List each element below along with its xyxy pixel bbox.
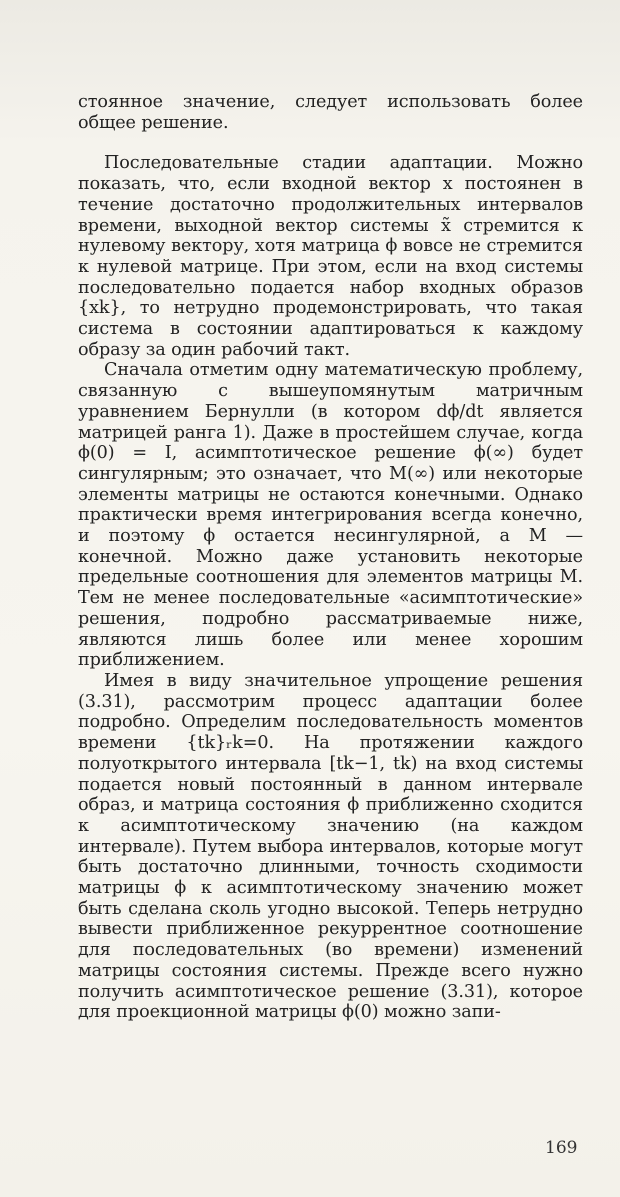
paragraph-4: Имея в виду значительное упрощение решения (3.31), рассмотрим процесс адаптации более подробно. Определим последовательность моментов времени {tk}ᵣk=0. На протяжении каждого полуоткрытого интервала [tk−1, tk) на вход системы подается новый постоянный в данном интервале образ, и матрица состояния ϕ приближенно сходится к асимптотическому значению (на каждом интервале). Путем выбора интервалов, которые могут быть достаточно длинными, точность сходимости матрицы ϕ к асимптотическому значению может быть сделана сколь угодно высокой. Теперь нетрудно вывести приближенное рекуррентное соотношение для последовательных (во времени) изменений матрицы состояния системы. Прежде всего нужно получить асимптотическое решение (3.31), которое для проекционной матрицы ϕ(0) можно запи- — [78, 670, 583, 1023]
paragraph-3: Сначала отметим одну математическую проблему, связанную с вышеупомянутым матричным уравнением Бернулли (в котором dϕ/dt является матрицей ранга 1). Даже в простейшем случае, когда ϕ(0) = I, асимптотическое решение ϕ(∞) будет сингулярным; это означает, что M(∞) или некоторые элементы матрицы не остаются конечными. Однако практически время интегрирования всегда конечно, и поэтому ϕ остается несингулярной, а M — конечной. Можно даже установить некоторые предельные соотношения для элементов матрицы M. Тем не менее последовательные «асимптотические» решения, подробно рассматриваемые ниже, являются лишь более или менее хорошим приближением. — [78, 360, 583, 671]
page-number: 169 — [545, 1138, 578, 1158]
page-body-text — [78, 92, 583, 1023]
paragraph-1: стоянное значение, следует использовать более общее решение. — [78, 92, 583, 133]
paragraph-2: Последовательные стадии адаптации. Можно показать, что, если входной вектор x постоянен в течение достаточно продолжительных интервалов времени, выходной вектор системы x̃ стремится к нулевому вектору, хотя матрица ϕ вовсе не стремится к нулевой матрице. При этом, если на вход системы последовательно подается набор входных образов {xk}, то нетрудно продемонстрировать, что такая система в состоянии адаптироваться к каждому образу за один рабочий такт. — [78, 153, 583, 360]
